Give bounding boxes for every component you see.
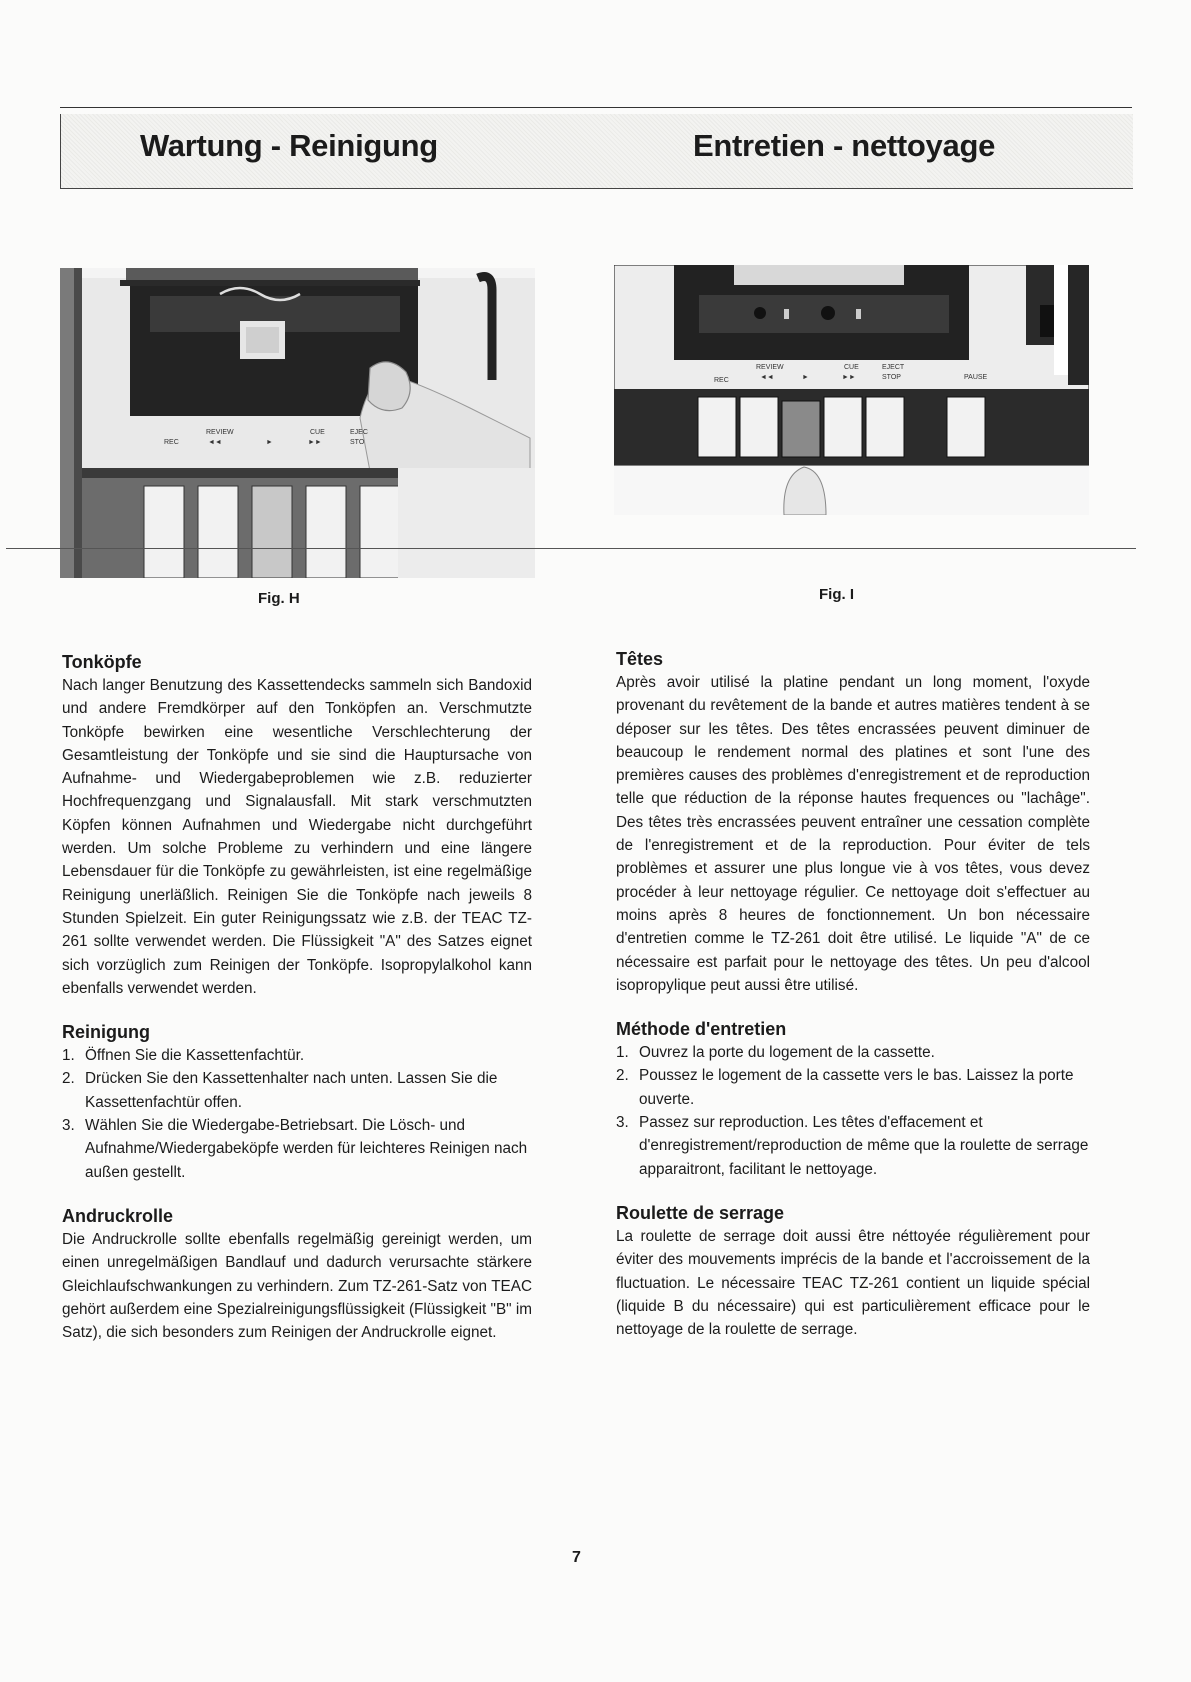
section-heading: Méthode d'entretien — [616, 1019, 787, 1040]
step-number: 2. — [62, 1070, 75, 1088]
step-text: Drücken Sie den Kassettenhalter nach unten. Lassen Sie die Kassettenfachtür offen. — [85, 1070, 498, 1111]
step-text: Passez sur reproduction. Les têtes d'effacement et d'enregistrement/reproduction de même que la roulette de serrage apparaitront, facilitant le nettoyage. — [639, 1114, 1089, 1178]
figure-divider-rule — [6, 548, 1136, 549]
section-body: Die Andruckrolle sollte ebenfalls regelmäßig gereinigt werden, um einen unregelmäßigen Bandlauf und dadurch verursachte stärkere Gleichlaufschwankungen zu verhindern. Zum TZ-261-Satz von TEAC gehört außerdem eine Spezialreinigungsflüssigkeit (Flüssigkeit "B" im Satz), die sich besonders zum Reinigen der Andruckrolle eignet. — [62, 1230, 532, 1342]
section-heading: Tonköpfe — [62, 652, 142, 672]
steps-list — [616, 1041, 1090, 1181]
header-top-rule — [60, 107, 1132, 108]
svg-text:CUE: CUE — [844, 364, 859, 371]
svg-text:►►: ►► — [308, 439, 322, 446]
list-item — [616, 1041, 1090, 1064]
list-item — [616, 1064, 1090, 1111]
svg-text:EJECT: EJECT — [882, 364, 905, 371]
section-heading: Reinigung — [62, 1022, 150, 1043]
section-methode — [616, 1017, 1090, 1181]
svg-text:EJEC: EJEC — [350, 429, 368, 436]
figure-h-review-key — [198, 486, 238, 578]
section-heading: Andruckrolle — [62, 1205, 174, 1226]
figure-i-stop-key — [866, 397, 904, 457]
step-text: Ouvrez la porte du logement de la cassette. — [639, 1044, 935, 1062]
section-reinigung — [62, 1020, 532, 1184]
svg-text:PAUSE: PAUSE — [964, 374, 988, 381]
step-number: 1. — [616, 1044, 629, 1062]
section-tetes — [616, 647, 1090, 997]
figure-i-play-key — [782, 401, 820, 457]
section-heading: Roulette de serrage — [616, 1202, 785, 1223]
figure-h-stop-key — [360, 486, 400, 578]
figure-h-cue-key — [306, 486, 346, 578]
step-number: 1. — [62, 1047, 75, 1065]
figure-i-pause-key — [947, 397, 985, 457]
figure-i-illustration — [614, 265, 1089, 515]
steps-list — [62, 1044, 532, 1184]
step-text: Wählen Sie die Wiedergabe-Betriebsart. Die Lösch- und Aufnahme/Wiedergabeköpfe werden für leichteres Reinigen nach außen gestellt. — [85, 1117, 528, 1181]
step-number: 2. — [616, 1067, 629, 1085]
svg-text:CUE: CUE — [310, 429, 325, 436]
figure-i-review-key — [740, 397, 778, 457]
page-title-french: Entretien - nettoyage — [693, 128, 996, 163]
svg-text:◄◄: ◄◄ — [760, 374, 774, 381]
page-number: 7 — [572, 1549, 581, 1566]
section-body: Après avoir utilisé la platine pendant un long moment, l'oxyde provenant du revêtement de la bande et autres matières tendent à se déposer sur les têtes. Des têtes encrassées peuvent diminuer de beaucoup le rendement normal des platines et sont l'une des premières causes des problèmes d'enregistrement et de reproduction telle que réduction de la réponse hautes frequences ou "lachâge". Des têtes très encrassées peuvent entraîner une cessation complète de l'enregistrement et de la reproduction. Pour éviter de tels problèmes et assurer une plus longue vie à vos têtes, vous devez procéder à leur nettoyage régulier. Ce nettoyage doit s'effectuer au moins après 8 heures de fonctionnement. Un bon nécessaire d'entretien comme le TZ-261 doit être utilisé. Le liquide "A" de ce nécessaire est parfait pour le nettoyage des têtes. Un peu d'alcool isopropylique peut aussi être utilisé. — [616, 674, 1090, 994]
svg-text:STOP: STOP — [882, 374, 901, 381]
figure-i-caption: Fig. I — [819, 586, 854, 603]
svg-text:STO: STO — [350, 439, 365, 446]
svg-text:REC: REC — [164, 439, 179, 446]
figure-h-illustration — [60, 268, 535, 578]
section-heading: Têtes — [616, 649, 664, 669]
svg-text:►►: ►► — [842, 374, 856, 381]
svg-text:REC: REC — [714, 377, 729, 384]
figure-h-photo — [60, 268, 535, 578]
step-number: 3. — [616, 1114, 629, 1132]
section-andruckrolle — [62, 1204, 532, 1344]
svg-text:►: ► — [802, 374, 809, 381]
figure-h-play-key — [252, 486, 292, 578]
list-item — [62, 1067, 532, 1114]
svg-text:REVIEW: REVIEW — [206, 429, 234, 436]
section-tonkoepfe — [62, 650, 532, 1000]
svg-text:◄◄: ◄◄ — [208, 439, 222, 446]
step-text: Poussez le logement de la cassette vers le bas. Laissez la porte ouverte. — [639, 1067, 1074, 1108]
figure-i-cue-key — [824, 397, 862, 457]
svg-text:►: ► — [266, 439, 273, 446]
french-column — [616, 647, 1090, 1361]
figure-i-rec-key — [698, 397, 736, 457]
figure-h-rec-key — [144, 486, 184, 578]
section-body: Nach langer Benutzung des Kassettendecks sammeln sich Bandoxid und andere Fremdkörper auf den Tonköpfen an. Verschmutzte Tonköpfe bewirken eine wesentliche Verschlechterung der Gesamtleistung der Tonköpfe und sie sind die Hauptursache von Aufnahme- und Wiedergabeproblemen wie z.B. reduzierter Hochfrequenzgang und Signalausfall. Mit stark verschmutzten Köpfen können Aufnahmen und Wiedergabe nicht durchgeführt werden. Um solche Probleme zu verhindern und eine längere Lebensdauer für die Tonköpfe zu gewährleisten, ist eine regelmäßige Reinigung unerläßlich. Reinigen Sie die Tonköpfe nach jeweils 8 Stunden Spielzeit. Ein guter Reinigungssatz wie z.B. der TEAC TZ-261 sollte verwendet werden. Die Flüssigkeit "A" des Satzes eignet sich vorzüglich zum Reinigen der Tonköpfe. Isopropylalkohol kann ebenfalls verwendet werden. — [62, 677, 532, 997]
figure-h-caption: Fig. H — [258, 590, 300, 607]
step-number: 3. — [62, 1117, 75, 1135]
step-text: Öffnen Sie die Kassettenfachtür. — [85, 1047, 305, 1065]
list-item — [62, 1114, 532, 1184]
svg-text:REVIEW: REVIEW — [756, 364, 784, 371]
section-roulette — [616, 1201, 1090, 1341]
list-item — [616, 1111, 1090, 1181]
page-title-german: Wartung - Reinigung — [140, 128, 438, 163]
section-body: La roulette de serrage doit aussi être néttoyée régulièrement pour éviter des mouvements imprécis de la bande et l'accroissement de la fluctuation. Le nécessaire TEAC TZ-261 contient un liquide spécial (liquide B du nécessaire) qui est particulièrement efficace pour le nettoyage de la roulette de serrage. — [616, 1227, 1090, 1339]
list-item — [62, 1044, 532, 1067]
german-column — [62, 650, 532, 1364]
figure-i-photo — [614, 265, 1089, 515]
